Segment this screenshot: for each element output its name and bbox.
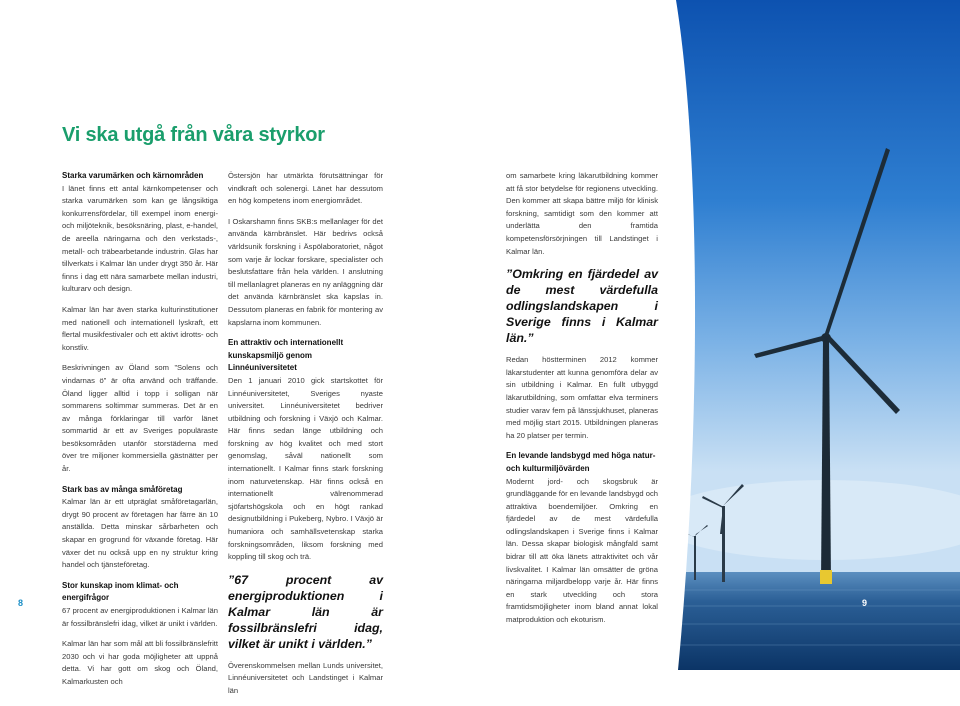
pull-quote: ”67 procent av energiproduktionen i Kalmar län är fossilbränslefri idag, vilket är unikt i världen.” [228, 572, 383, 651]
page-title: Vi ska utgå från våra styrkor [62, 124, 325, 146]
column-2 [228, 170, 383, 706]
paragraph: Modernt jord- och skogsbruk är grundläggande för en levande landsbygd och attraktiva boendemiljöer. Omkring en fjärdedel av de mest värdefulla odlingslandskapen i Sverige finns i Kalmar län. Dessa skapar biologisk mångfald samt bidrar till att öka länets attraktivitet och vår livskvalitet. I Kalmar län omsätter de gröna näringarna miljardbelopp varje år. Här finns en stark utveckling och stora framtidsmöjligheter inom bland annat lokal matproduktion och ekoturism. [506, 476, 658, 625]
paragraph: Redan höstterminen 2012 kommer läkarstudenter att kunna genomföra delar av sin utbildning i Kalmar. En fullt utbyggd läkarutbildning, som omfattar elva terminers studier varav fem på länssjukhuset, planeras med möjlig start 2015. Utbildningen planeras ha 20 platser per termin. [506, 355, 658, 440]
paragraph: Den 1 januari 2010 gick startskottet för Linnéuniversitetet, Sveriges nyaste universitet. Linnéuniversitetet bedriver utbildning och forskning i Växjö och Kalmar. Här finns sedan länge utbildning och forskning av hög kvalitet och med stort genomslag, såväl nationellt som internationellt. I Kalmar finns stark forskning inom naturvetenskap. Här finns också en internationellt välrenommerad sjöfartshögskola och en högt rankad designutbildning i Pukeberg, Nybro. I Växjö är humaniora och samhällsvetenskap starka forskningsområden, liksom forskning med koppling till skog och trä. [228, 375, 383, 562]
paragraph: Kalmar län är ett utpräglat småföretagarlän, drygt 90 procent av företagen har färre än 10 anställda. Detta minskar sårbarheten och skapar en grogrund för växande företag. Här växer det nu också upp en ny struktur kring handel och tjänsteföretag. [62, 497, 218, 570]
pull-quote: ”Omkring en fjärdedel av de mest värdefulla odlingslandskapen i Sverige finns i Kalmar län.” [506, 267, 658, 346]
page-curve [660, 0, 720, 670]
paragraph: Kalmar län har även starka kulturinstitutioner med nationell och internationell lyskraft, ett flertal musikfestivaler och ett aktivt idrotts- och konstliv. [62, 304, 218, 352]
page-number-right: 9 [862, 598, 868, 608]
column-1 [62, 170, 218, 697]
heading-klimat: Stor kunskap inom klimat- och energifrågor [62, 580, 179, 603]
heading-landsbygd: En levande landsbygd med höga natur- och kulturmiljövärden [506, 451, 656, 473]
column-3 [506, 170, 658, 635]
paragraph: Kalmar län har som mål att bli fossilbränslefritt 2030 och vi har goda möjligheter att uppnå detta. Vi har gott om skog och Öland, Kalmarkusten och [62, 639, 218, 686]
paragraph: I länet finns ett antal kärnkompetenser och starka varumärken som kan ge långsiktiga konkurrensfördelar, till exempel inom energi- och miljöteknik, besöksnäring, plast, e-handel, de areella näringarna och den verkstads-, metall- och träbearbetande industrin. Glas har tillverkats i Kalmar län under drygt 350 år. Här finns i dag ett nära samarbete mellan industri, kulturarv och design. [62, 183, 218, 294]
paragraph: I Oskarshamn finns SKB:s mellanlager för det använda kärnbränslet. Här bedrivs också världsunik forskning i Äspölaboratoriet, något som varje år lockar forskare, specialister och beslutsfattare från hela världen. I anslutning till mellanlagret planeras en ny anläggning där det använda kärnbränslet ska kapslas in. Dessutom planeras en fabrik för montering av kapslarna inom kommunen. [228, 216, 383, 327]
paragraph: Överenskommelsen mellan Lunds universitet, Linnéuniversitetet och Landstinget i Kalmar län [228, 660, 383, 695]
page-number-left: 8 [18, 598, 24, 608]
paragraph: Östersjön har utmärkta förutsättningar för vindkraft och solenergi. Länet har dessutom en hög kompetens inom energiområdet. [228, 171, 383, 206]
paragraph: Beskrivningen av Öland som ”Solens och vindarnas ö” är ofta använd och träffande. Öland ligger alltid i topp i solligan när sommarens soltimmar summeras. Det är en av många förklaringar till varför länet sommartid är ett av Sveriges populäraste besöksområden utanför storstäderna med över tre miljoner kommersiella gästnätter per år. [62, 363, 218, 474]
heading-varumarken: Starka varumärken och kärnområden [62, 171, 204, 180]
paragraph: 67 procent av energiproduktionen i Kalmar län är fossilbränslefri idag, vilket är unikt i världen. [62, 606, 218, 628]
heading-smaforetag: Stark bas av många småföretag [62, 484, 183, 494]
heading-linneuniversitetet: En attraktiv och internationellt kunskapsmiljö genom Linnéuniversitetet [228, 338, 344, 373]
paragraph: om samarbete kring läkarutbildning kommer att få stor betydelse för regionens utveckling. Den kommer att skapa bättre miljö för klinisk forskning, samtidigt som den kommer att underlätta den framtida kompetensförsörjningen till Landstinget i Kalmar län. [506, 171, 658, 256]
